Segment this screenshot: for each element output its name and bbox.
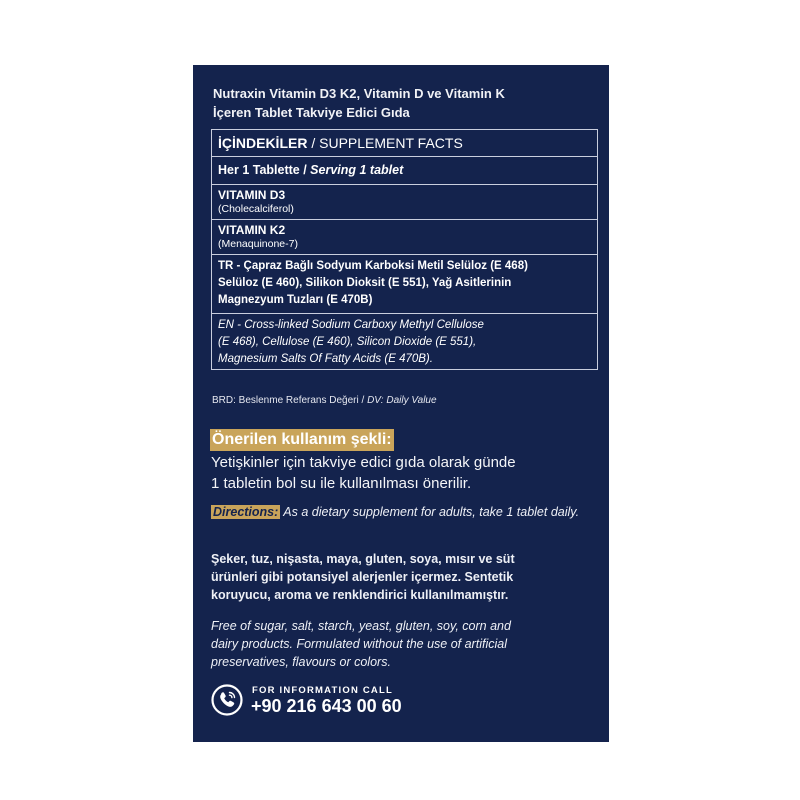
ingredients-tr-line: Magnezyum Tuzları (E 470B) [218,294,373,306]
facts-header-tr: İÇİNDEKİLER [218,135,308,151]
usage-text [211,452,591,494]
allergen-en-line: dairy products. Formulated without the use of artificial [211,637,507,651]
vitamin-subname: (Cholecalciferol) [218,203,294,215]
phone-number: +90 216 643 00 60 [251,696,402,716]
allergen-en-line: Free of sugar, salt, starch, yeast, gluten, soy, corn and [211,619,511,633]
serving-separator: / [299,163,311,177]
product-title [213,84,603,122]
usage-line: Yetişkinler için takviye edici gıda olarak günde [211,454,516,471]
serving-row [212,157,597,185]
usage-heading: Önerilen kullanım şekli: [210,429,394,451]
facts-header-separator: / [307,135,320,151]
vitamin-name: VITAMIN D3 [218,188,286,202]
phone-icon [211,684,243,716]
allergen-note-en [211,617,596,671]
reference-value-note [212,395,437,406]
facts-header-row [212,130,597,157]
ingredients-tr-line: TR - Çapraz Bağlı Sodyum Karboksi Metil Selüloz (E 468) [218,260,528,272]
directions-text: As a dietary supplement for adults, take 1 tablet daily. [280,505,580,519]
allergen-note-tr [211,550,596,604]
brd-note-tr: BRD: Beslenme Referans Değeri / [212,395,368,406]
brd-note-en: DV: Daily Value [367,395,437,406]
other-ingredients-tr-row [212,255,597,314]
serving-tr: Her 1 Tablette [218,163,300,177]
facts-header-en: SUPPLEMENT FACTS [319,135,463,151]
product-title-line: İçeren Tablet Takviye Edici Gıda [213,105,410,120]
ingredients-tr-line: Selüloz (E 460), Silikon Dioksit (E 551), Yağ Asitlerinin [218,277,512,289]
product-label-panel [193,65,609,742]
vitamin-subname: (Menaquinone-7) [218,238,298,250]
vitamin-name: VITAMIN K2 [218,223,286,237]
ingredients-en-line: EN - Cross-linked Sodium Carboxy Methyl Cellulose [218,319,484,331]
ingredients-en-line: (E 468), Cellulose (E 460), Silicon Dioxide (E 551), [218,336,477,348]
allergen-tr-line: ürünleri gibi potansiyel alerjenler içermez. Sentetik [211,570,514,584]
info-call-label: FOR INFORMATION CALL [252,685,393,696]
vitamin-k2-row [212,220,597,255]
directions [211,504,596,521]
allergen-tr-line: koruyucu, aroma ve renklendirici kullanılmamıştır. [211,588,509,602]
directions-label: Directions: [213,505,279,519]
product-title-line: Nutraxin Vitamin D3 K2, Vitamin D ve Vitamin K [213,86,505,101]
other-ingredients-en-row [212,314,597,370]
allergen-en-line: preservatives, flavours or colors. [211,655,391,669]
supplement-facts-table [211,129,598,370]
allergen-tr-line: Şeker, tuz, nişasta, maya, gluten, soya, mısır ve süt [211,552,515,566]
vitamin-d3-row [212,185,597,220]
ingredients-en-line: Magnesium Salts Of Fatty Acids (E 470B). [218,353,433,365]
serving-en: Serving 1 tablet [310,163,404,177]
usage-line: 1 tabletin bol su ile kullanılması önerilir. [211,475,472,492]
